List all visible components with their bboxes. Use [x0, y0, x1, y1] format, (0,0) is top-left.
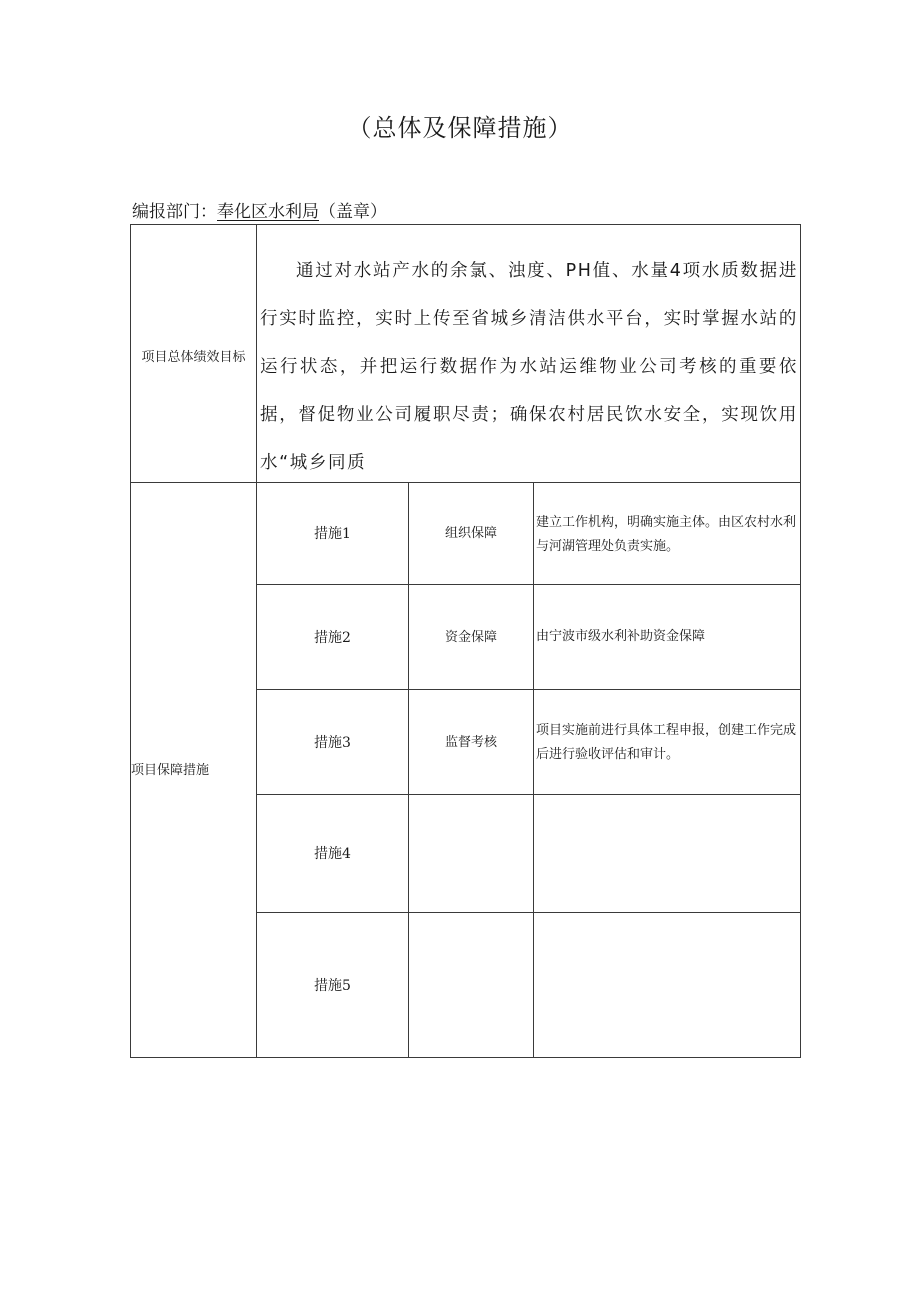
table-border-right: [800, 224, 801, 1058]
table-divider-row2: [256, 689, 801, 690]
goal-text: 通过对水站产水的余氯、浊度、PH值、水量4项水质数据进行实时监控，实时上传至省城乡清洁供水平台，实时掌握水站的运行状态，并把运行数据作为水站运维物业公司考核的重要依据，督促物业公司履职尽责；确保农村居民饮水安全，实现饮用水“城乡同质: [260, 261, 798, 473]
measure-name: 措施2: [314, 630, 351, 646]
table-divider-col3: [533, 482, 534, 1058]
table-border-top: [130, 224, 801, 225]
department-label: 编报部门：: [132, 202, 217, 222]
measure-name: 措施3: [314, 735, 351, 751]
table-divider-row1: [256, 584, 801, 585]
measure-name: 措施4: [314, 846, 351, 862]
measure-name: 措施1: [314, 526, 351, 542]
goal-label: 项目总体绩效目标: [141, 350, 246, 365]
department-name: 奉化区水利局: [217, 202, 319, 222]
measure-description: 项目实施前进行具体工程申报，创建工作完成后进行验收评估和审计。: [536, 723, 797, 762]
table-divider-row3: [256, 794, 801, 795]
measure-category: 监督考核: [444, 735, 497, 750]
measure-description: 由宁波市级水利补助资金保障: [536, 629, 706, 644]
table-border-bottom: [130, 1057, 801, 1058]
department-line: [132, 200, 387, 224]
seal-note: （盖章）: [319, 202, 387, 222]
measures-label: 项目保障措施: [131, 763, 210, 778]
measure-name: 措施5: [314, 978, 351, 994]
measure-description: 建立工作机构，明确实施主体。由区农村水利与河湖管理处负责实施。: [536, 515, 797, 554]
table-divider-col2: [408, 482, 409, 1058]
page-title: （总体及保障措施）: [347, 114, 573, 142]
measure-category: 组织保障: [444, 526, 497, 541]
table-divider-row4: [256, 912, 801, 913]
measure-category: 资金保障: [444, 630, 497, 645]
